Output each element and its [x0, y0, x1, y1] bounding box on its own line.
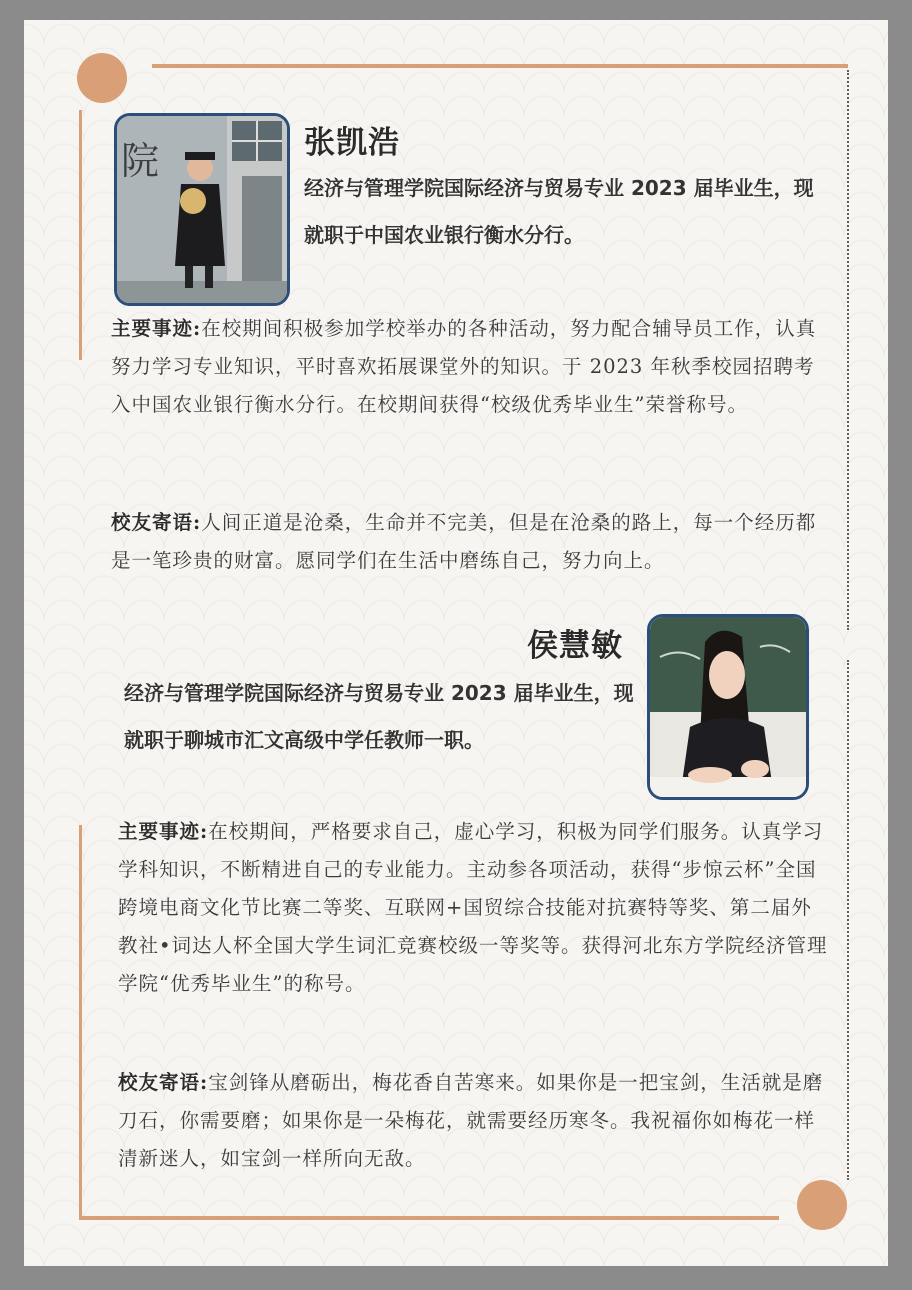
- name-hou-huimin: 侯慧敏: [527, 628, 623, 664]
- bottom-accent-line: [79, 1216, 779, 1220]
- left-vertical-line: [79, 825, 82, 1220]
- deeds-label: 主要事迹:: [111, 317, 202, 340]
- photo-zhang-kaihao: [114, 113, 290, 306]
- top-accent-line: [152, 64, 848, 68]
- message-hou-huimin: [118, 1064, 828, 1178]
- deeds-zhang-kaihao: [111, 310, 826, 424]
- photo-hou-huimin: [647, 614, 809, 800]
- name-zhang-kaihao: 张凯浩: [304, 125, 400, 161]
- teacher-photo-image: [650, 617, 806, 797]
- profile-page: [24, 20, 888, 1266]
- graduate-photo-image: [117, 116, 287, 303]
- deeds-label: 主要事迹:: [118, 820, 209, 843]
- message-label: 校友寄语:: [118, 1071, 209, 1094]
- deeds-text: 在校期间积极参加学校举办的各种活动，努力配合辅导员工作，认真努力学习专业知识，平时喜欢拓展课堂外的知识。于 2023 年秋季校园招聘考入中国农业银行衡水分行。在校期间获得“校级优秀毕业生”荣誉称号。: [111, 317, 817, 416]
- message-text: 宝剑锋从磨砺出，梅花香自苦寒来。如果你是一把宝剑，生活就是磨刀石，你需要磨；如果你是一朵梅花，就需要经历寒冬。我祝福你如梅花一样清新迷人，如宝剑一样所向无敌。: [118, 1071, 824, 1170]
- top-left-circle: [77, 53, 127, 103]
- deeds-hou-huimin: [118, 813, 828, 1003]
- intro-hou-huimin: 经济与管理学院国际经济与贸易专业 2023 届毕业生，现就职于聊城市汇文高级中学任教师一职。: [124, 681, 634, 752]
- lower-right-dotted-line: [847, 660, 849, 1180]
- message-label: 校友寄语:: [111, 511, 202, 534]
- photo-sign-text: 院: [121, 139, 160, 183]
- message-zhang-kaihao: [111, 504, 826, 580]
- intro-zhang-kaihao: 经济与管理学院国际经济与贸易专业 2023 届毕业生，现就职于中国农业银行衡水分行。: [304, 176, 814, 247]
- right-dotted-line: [847, 70, 849, 630]
- bottom-right-circle: [797, 1180, 847, 1230]
- deeds-text: 在校期间，严格要求自己，虚心学习，积极为同学们服务。认真学习学科知识，不断精进自己的专业能力。主动参各项活动，获得“步惊云杯”全国跨境电商文化节比赛二等奖、互联网+国贸综合技能对抗赛特等奖、第二届外教社•词达人杯全国大学生词汇竞赛校级一等奖等。获得河北东方学院经济管理学院“优秀毕业生”的称号。: [118, 820, 828, 995]
- top-left-vertical-line: [79, 110, 82, 360]
- message-text: 人间正道是沧桑，生命并不完美，但是在沧桑的路上，每一个经历都是一笔珍贵的财富。愿同学们在生活中磨练自己，努力向上。: [111, 511, 817, 572]
